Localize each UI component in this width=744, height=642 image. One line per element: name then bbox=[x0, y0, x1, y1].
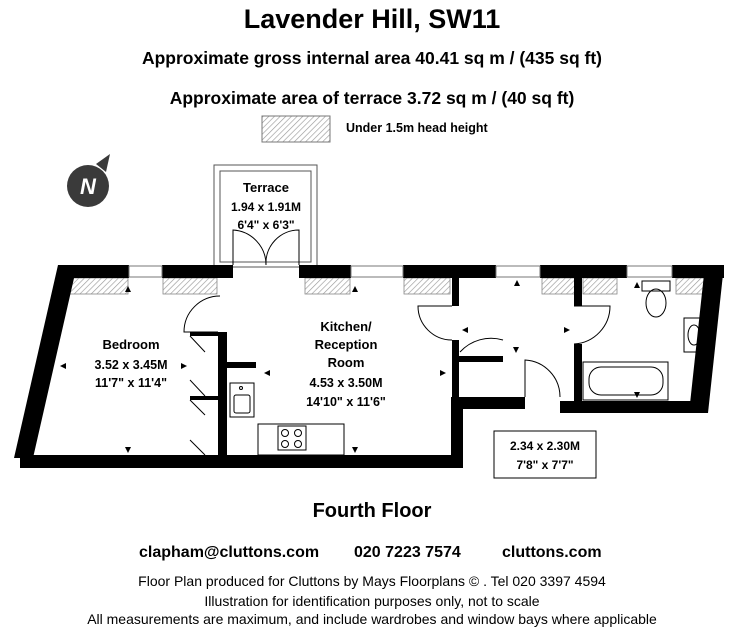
legend-label: Under 1.5m head height bbox=[346, 121, 488, 135]
page-title: Lavender Hill, SW11 bbox=[243, 4, 501, 34]
terrace-name: Terrace bbox=[242, 180, 290, 195]
fittings bbox=[230, 281, 706, 455]
terrace-label bbox=[231, 180, 301, 232]
terrace-metric: 1.94 x 1.91M bbox=[230, 200, 302, 214]
kitchen-name-2: Reception bbox=[314, 337, 378, 352]
kitchen-reception-label bbox=[306, 319, 386, 409]
terrace-area-text: Approximate area of terrace 3.72 sq m / (40 sq ft) bbox=[169, 88, 575, 108]
bedroom-name: Bedroom bbox=[102, 337, 160, 352]
terrace-imperial: 6'4" x 6'3" bbox=[237, 218, 295, 232]
bathroom-metric: 2.34 x 2.30M bbox=[509, 439, 581, 453]
kitchen-imperial: 14'10" x 11'6" bbox=[306, 395, 386, 409]
low-height-areas bbox=[68, 278, 712, 294]
disclaimer-line-1: Illustration for identification purposes only, not to scale bbox=[204, 593, 540, 609]
kitchen-name-1: Kitchen/ bbox=[320, 319, 372, 334]
bathroom-imperial: 7'8" x 7'7" bbox=[516, 458, 574, 472]
credit-text: Floor Plan produced for Cluttons by Mays Floorplans © . Tel 020 3397 4594 bbox=[138, 573, 606, 589]
email-link[interactable]: clapham@cluttons.com bbox=[139, 544, 320, 561]
north-compass-icon bbox=[67, 154, 110, 207]
website-link[interactable]: cluttons.com bbox=[502, 544, 602, 561]
svg-text:N: N bbox=[80, 174, 96, 199]
legend-swatch bbox=[262, 116, 330, 142]
kitchen-metric: 4.53 x 3.50M bbox=[309, 376, 383, 390]
bedroom-imperial: 11'7" x 11'4" bbox=[94, 376, 168, 390]
gross-area-text: Approximate gross internal area 40.41 sq m / (435 sq ft) bbox=[141, 48, 603, 68]
doors bbox=[184, 230, 610, 455]
bathroom-label bbox=[494, 431, 596, 478]
phone-number[interactable]: 020 7223 7574 bbox=[354, 544, 461, 561]
disclaimer-line-2: All measurements are maximum, and include wardrobes and window bays where applicable bbox=[87, 611, 657, 627]
kitchen-name-3: Room bbox=[327, 355, 365, 370]
floor-label: Fourth Floor bbox=[312, 500, 432, 522]
bedroom-metric: 3.52 x 3.45M bbox=[94, 358, 168, 372]
bedroom-label bbox=[95, 337, 168, 390]
